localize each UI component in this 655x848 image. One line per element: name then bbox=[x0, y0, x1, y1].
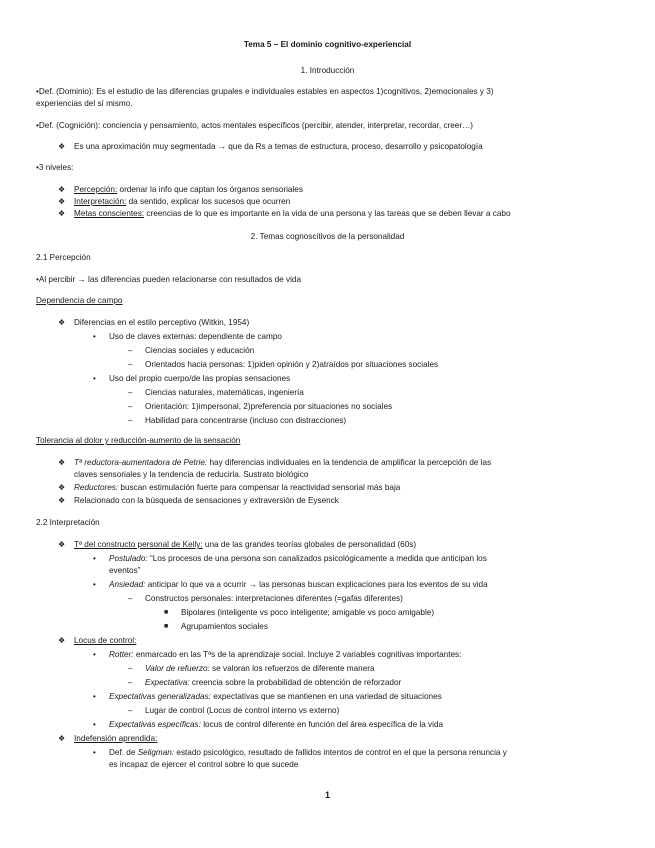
bullet-icon: • bbox=[93, 692, 96, 701]
dash-bullet-icon: – bbox=[128, 402, 133, 411]
page-title: Tema 5 – El dominio cognitivo-experiencial bbox=[243, 40, 412, 49]
orientados-text: Orientados hacia personas: 1)piden opinión y 2)atraídos por situaciones sociales bbox=[145, 360, 439, 369]
ansiedad-text: Ansiedad: anticipar lo que va a ocurrir → las personas buscan explicaciones para los eventos de su vida bbox=[109, 580, 488, 589]
diamond-bullet-icon: ❖ bbox=[58, 142, 66, 151]
square-bullet-icon: ■ bbox=[164, 609, 169, 616]
eysenck-text: Relacionado con la búsqueda de sensaciones y extraversión de Eysenck bbox=[74, 496, 339, 505]
aproximacion-text: Es una aproximación muy segmentada → que da Rs a temas de estructura, proceso, desarrollo y psicopatología bbox=[74, 142, 483, 151]
seligman-text-cont: es incapaz de ejercer el control sobre lo que sucede bbox=[109, 760, 299, 769]
diamond-bullet-icon: ❖ bbox=[58, 318, 66, 327]
dash-bullet-icon: – bbox=[128, 416, 133, 425]
constructos-text: Constructos personales: interpretaciones diferentes (=gafas diferentes) bbox=[145, 594, 403, 603]
claves-externas-text: Uso de claves externas: dependiente de campo bbox=[109, 332, 282, 341]
bullet-icon: • bbox=[93, 650, 96, 659]
section-heading-1: 1. Introducción bbox=[300, 66, 355, 75]
diamond-bullet-icon: ❖ bbox=[58, 496, 66, 505]
bullet-icon: • bbox=[93, 554, 96, 563]
bullet-icon: • bbox=[93, 720, 96, 729]
niveles-text: •3 niveles: bbox=[36, 163, 74, 172]
expectativas-generalizadas-text: Expectativas generalizadas: expectativas que se mantienen en una variedad de situaciones bbox=[109, 692, 442, 701]
diamond-bullet-icon: ❖ bbox=[58, 197, 66, 206]
reductores-text: Reductores: buscan estimulación fuerte para compensar la reactividad sensorial más baja bbox=[74, 483, 401, 492]
def-dominio-cont: experiencias del sí mismo. bbox=[36, 99, 133, 108]
def-dominio: •Def. (Dominio): Es el estudio de las diferencias grupales e individuales estables en aspectos 1)cognitivos, 2)emocionales y 3) bbox=[36, 87, 494, 96]
diamond-bullet-icon: ❖ bbox=[58, 483, 66, 492]
dash-bullet-icon: – bbox=[128, 678, 133, 687]
valor-refuerzo-text: Valor de refuerzo: se valoran los refuerzos de diferente manera bbox=[145, 664, 375, 673]
kelly-text: Tª del constructo personal de Kelly: una de las grandes teorías globales de personalidad (60s) bbox=[74, 540, 417, 549]
expectativas-especificas-text: Expectativas específicas: locus de control diferente en función del área específica de la vida bbox=[109, 720, 444, 729]
subsection-interpretacion: 2.2 Interpretación bbox=[36, 518, 100, 527]
dash-bullet-icon: – bbox=[128, 594, 133, 603]
agrupamientos-text: Agrupamientos sociales bbox=[181, 622, 268, 631]
dash-bullet-icon: – bbox=[128, 346, 133, 355]
bipolares-text: Bipolares (inteligente vs poco inteligente; amigable vs poco amigable) bbox=[181, 608, 435, 617]
bullet-icon: • bbox=[93, 748, 96, 757]
witkin-text: Diferencias en el estilo perceptivo (Witkin, 1954) bbox=[74, 318, 250, 327]
bullet-icon: • bbox=[93, 374, 96, 383]
section-heading-2: 2. Temas cognoscitivos de la personalidad bbox=[250, 232, 405, 241]
al-percibir-text: •Al percibir → las diferencias pueden relacionarse con resultados de vida bbox=[36, 275, 302, 284]
dash-bullet-icon: – bbox=[128, 388, 133, 397]
nivel-metas: Metas conscientes: creencias de lo que es importante en la vida de una persona y las tareas que se deben llevar a cabo bbox=[74, 209, 511, 218]
rotter-text: Rotter: enmarcado en las Tªs de la aprendizaje social. Incluye 2 variables cognitivas importantes: bbox=[109, 650, 462, 659]
def-cognicion: •Def. (Cognición): conciencia y pensamiento, actos mentales específicos (percibir, atender, interpretar, recordar, creer…) bbox=[36, 121, 474, 130]
tolerancia-heading: Tolerancia al dolor y reducción-aumento de la sensación bbox=[36, 436, 241, 445]
indefension-heading: Indefensión aprendida: bbox=[74, 734, 158, 743]
propio-cuerpo-text: Uso del propio cuerpo/de las propias sensaciones bbox=[109, 374, 291, 383]
dash-bullet-icon: – bbox=[128, 664, 133, 673]
bullet-icon: • bbox=[93, 580, 96, 589]
diamond-bullet-icon: ❖ bbox=[58, 540, 66, 549]
diamond-bullet-icon: ❖ bbox=[58, 185, 66, 194]
locus-heading: Locus de control: bbox=[74, 636, 137, 645]
bullet-icon: • bbox=[93, 332, 96, 341]
postulado-text: Postulado: “Los procesos de una persona son canalizados psicológicamente a medida que anticipan los bbox=[109, 554, 487, 563]
nivel-interpretacion: Interpretación: da sentido, explicar los sucesos que ocurren bbox=[74, 197, 291, 206]
orientacion-text: Orientación: 1)impersonal, 2)preferencia por situaciones no sociales bbox=[145, 402, 393, 411]
ciencias-naturales-text: Ciencias naturales, matemáticas, ingeniería bbox=[145, 388, 304, 397]
habilidad-text: Habilidad para concentrarse (incluso con distracciones) bbox=[145, 416, 347, 425]
postulado-text-cont: eventos” bbox=[109, 566, 141, 575]
seligman-text: Def. de Seligman: estado psicológico, resultado de fallidos intentos de control en el que la persona renuncia y bbox=[109, 748, 507, 757]
petrie-text-cont: claves sensoriales y la tendencia de reducirla. Sustrato biológico bbox=[74, 470, 309, 479]
diamond-bullet-icon: ❖ bbox=[58, 209, 66, 218]
petrie-text: Tª reductora-aumentadora de Petrie: hay diferencias individuales en la tendencia de amplificar la percepción de las bbox=[74, 458, 492, 467]
page-number: 1 bbox=[324, 790, 330, 800]
diamond-bullet-icon: ❖ bbox=[58, 636, 66, 645]
nivel-percepcion: Percepción: ordenar la info que captan los órganos sensoriales bbox=[74, 185, 303, 194]
diamond-bullet-icon: ❖ bbox=[58, 734, 66, 743]
dash-bullet-icon: – bbox=[128, 360, 133, 369]
expectativa-text: Expectativa: creencia sobre la probabilidad de obtención de reforzador bbox=[145, 678, 402, 687]
lugar-control-text: Lugar de control (Locus de control interno vs externo) bbox=[145, 706, 340, 715]
dependencia-heading: Dependencia de campo bbox=[36, 296, 123, 305]
subsection-percepcion: 2.1 Percepción bbox=[36, 253, 91, 262]
dash-bullet-icon: – bbox=[128, 706, 133, 715]
square-bullet-icon: ■ bbox=[164, 623, 169, 630]
ciencias-sociales-text: Ciencias sociales y educación bbox=[145, 346, 255, 355]
diamond-bullet-icon: ❖ bbox=[58, 458, 66, 467]
